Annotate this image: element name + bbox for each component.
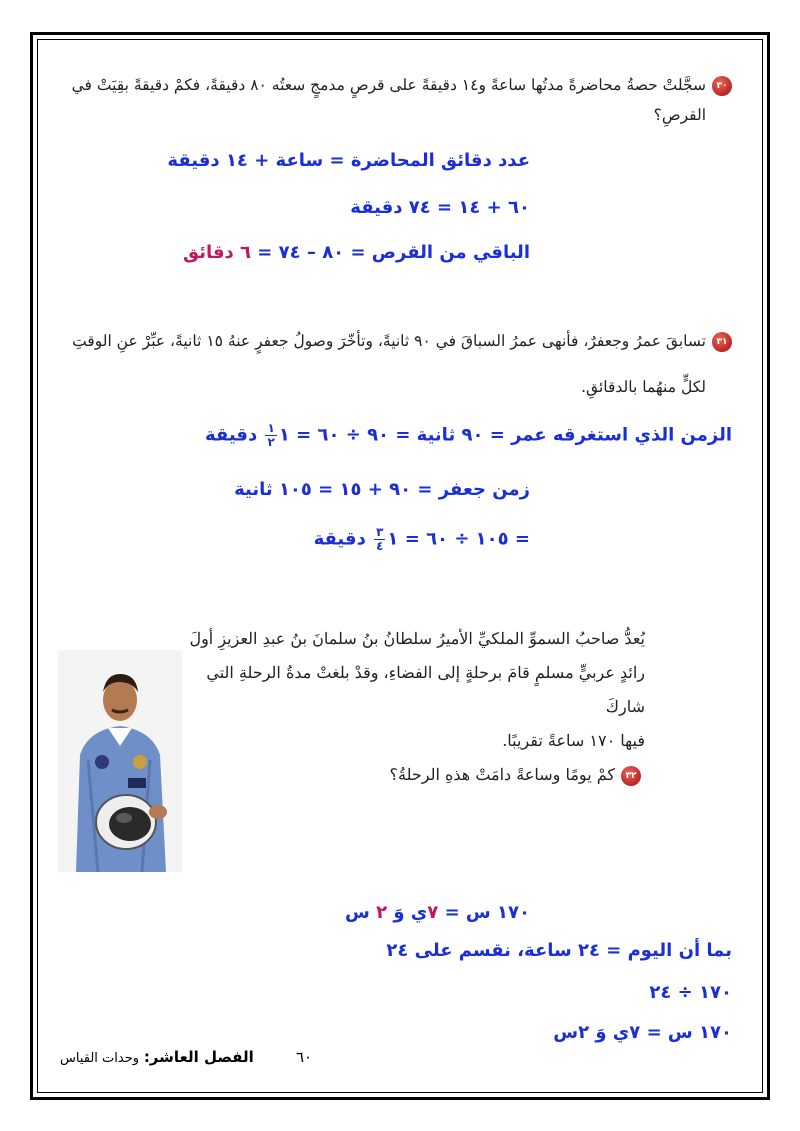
question-text: كمْ يومًا وساعةً دامَتْ هذهِ الرحلةُ؟ bbox=[389, 765, 615, 784]
answer-highlight: ٢ bbox=[376, 902, 388, 923]
mixed-number-whole: ١ bbox=[387, 528, 399, 550]
answer-text: ١٧٠ س = bbox=[438, 902, 530, 923]
answer-unit: دقيقة bbox=[313, 528, 366, 550]
question-number-badge: ٣٠ bbox=[712, 76, 732, 96]
question-text-continued: القرصِ؟ bbox=[653, 106, 706, 124]
answer-line bbox=[205, 422, 732, 449]
answer-text: = ١٠٥ ÷ ٦٠ = bbox=[404, 528, 530, 550]
question-text: سجَّلتْ حصةُ محاضرةً مدتُها ساعةً و١٤ دقيقةً على قرصٍ مدمجٍ سعتُه ٨٠ دقيقةً، فكمْ دقيقةً بقِيَتْ في bbox=[71, 76, 706, 94]
astronaut-photo bbox=[58, 650, 182, 872]
fraction: $\frac{١}{٢}$ bbox=[267, 421, 275, 449]
info-line: يُعدُّ صاحبُ السموِّ الملكيِّ الأميرُ سلطانُ بنُ سلمانَ بنُ عبدِ العزيزِ أولَ bbox=[189, 629, 645, 648]
mixed-number-whole: ١ bbox=[278, 424, 290, 446]
answer-line: بما أن اليوم = ٢٤ ساعة، نقسم على ٢٤ bbox=[386, 940, 732, 961]
chapter-footer bbox=[60, 1048, 270, 1066]
info-line: رائدٍ عربيٍّ مسلمٍ قامَ برحلةٍ إلى الفضاءِ، وقدْ بلغتْ مدةُ الرحلةِ التي شاركَ bbox=[206, 663, 645, 716]
answer-unit: دقيقة bbox=[204, 424, 258, 446]
answer-highlight: ٦ دقائق bbox=[182, 242, 252, 263]
answer-line bbox=[314, 526, 530, 553]
answer-highlight: ٧ bbox=[427, 902, 439, 923]
answer-line: عدد دقائق المحاضرة = ساعة + ١٤ دقيقة bbox=[167, 150, 530, 171]
answer-text: ي وَ bbox=[387, 902, 428, 923]
answer-text: الزمن الذي استغرقه عمر = ٩٠ ثانية = ٩٠ ÷ ٦٠ = bbox=[296, 424, 732, 446]
question-number-badge: ٣١ bbox=[712, 332, 732, 352]
answer-line: ٦٠ + ١٤ = ٧٤ دقيقة bbox=[350, 197, 530, 218]
answer-line bbox=[345, 902, 530, 923]
answer-line: ١٧٠ س = ٧ي وَ ٢س bbox=[553, 1022, 732, 1043]
question-text-continued: لكلٍّ منهُما بالدقائقِ. bbox=[581, 378, 706, 396]
chapter-label: الفصل العاشر: bbox=[143, 1048, 254, 1066]
question-32 bbox=[185, 758, 641, 792]
answer-line bbox=[183, 242, 530, 263]
answer-text: س bbox=[344, 902, 377, 923]
page-number: ٦٠ bbox=[296, 1048, 313, 1066]
info-line: فيها ١٧٠ ساعةً تقريبًا. bbox=[502, 731, 645, 750]
question-31 bbox=[68, 318, 732, 410]
astronaut-illustration bbox=[58, 650, 182, 872]
answer-line: ١٧٠ ÷ ٢٤ bbox=[649, 982, 732, 1003]
chapter-title: وحدات القياس bbox=[60, 1051, 140, 1066]
question-text: تسابقَ عمرُ وجعفرٌ، فأنهى عمرُ السباقَ في ٩٠ ثانيةً، وتأخّرَ وصولُ جعفرٍ عنهُ ١٥ ثانيةً، عبِّرْ عنِ الوقتِ bbox=[72, 332, 706, 350]
question-number-badge: ٣٢ bbox=[621, 766, 641, 786]
fraction: $\frac{٣}{٤}$ bbox=[376, 525, 384, 553]
question-30 bbox=[68, 70, 732, 130]
info-paragraph bbox=[185, 622, 645, 792]
answer-text: الباقي من القرص = ٨٠ – ٧٤ = bbox=[251, 242, 530, 263]
answer-line: زمن جعفر = ٩٠ + ١٥ = ١٠٥ ثانية bbox=[234, 479, 530, 500]
